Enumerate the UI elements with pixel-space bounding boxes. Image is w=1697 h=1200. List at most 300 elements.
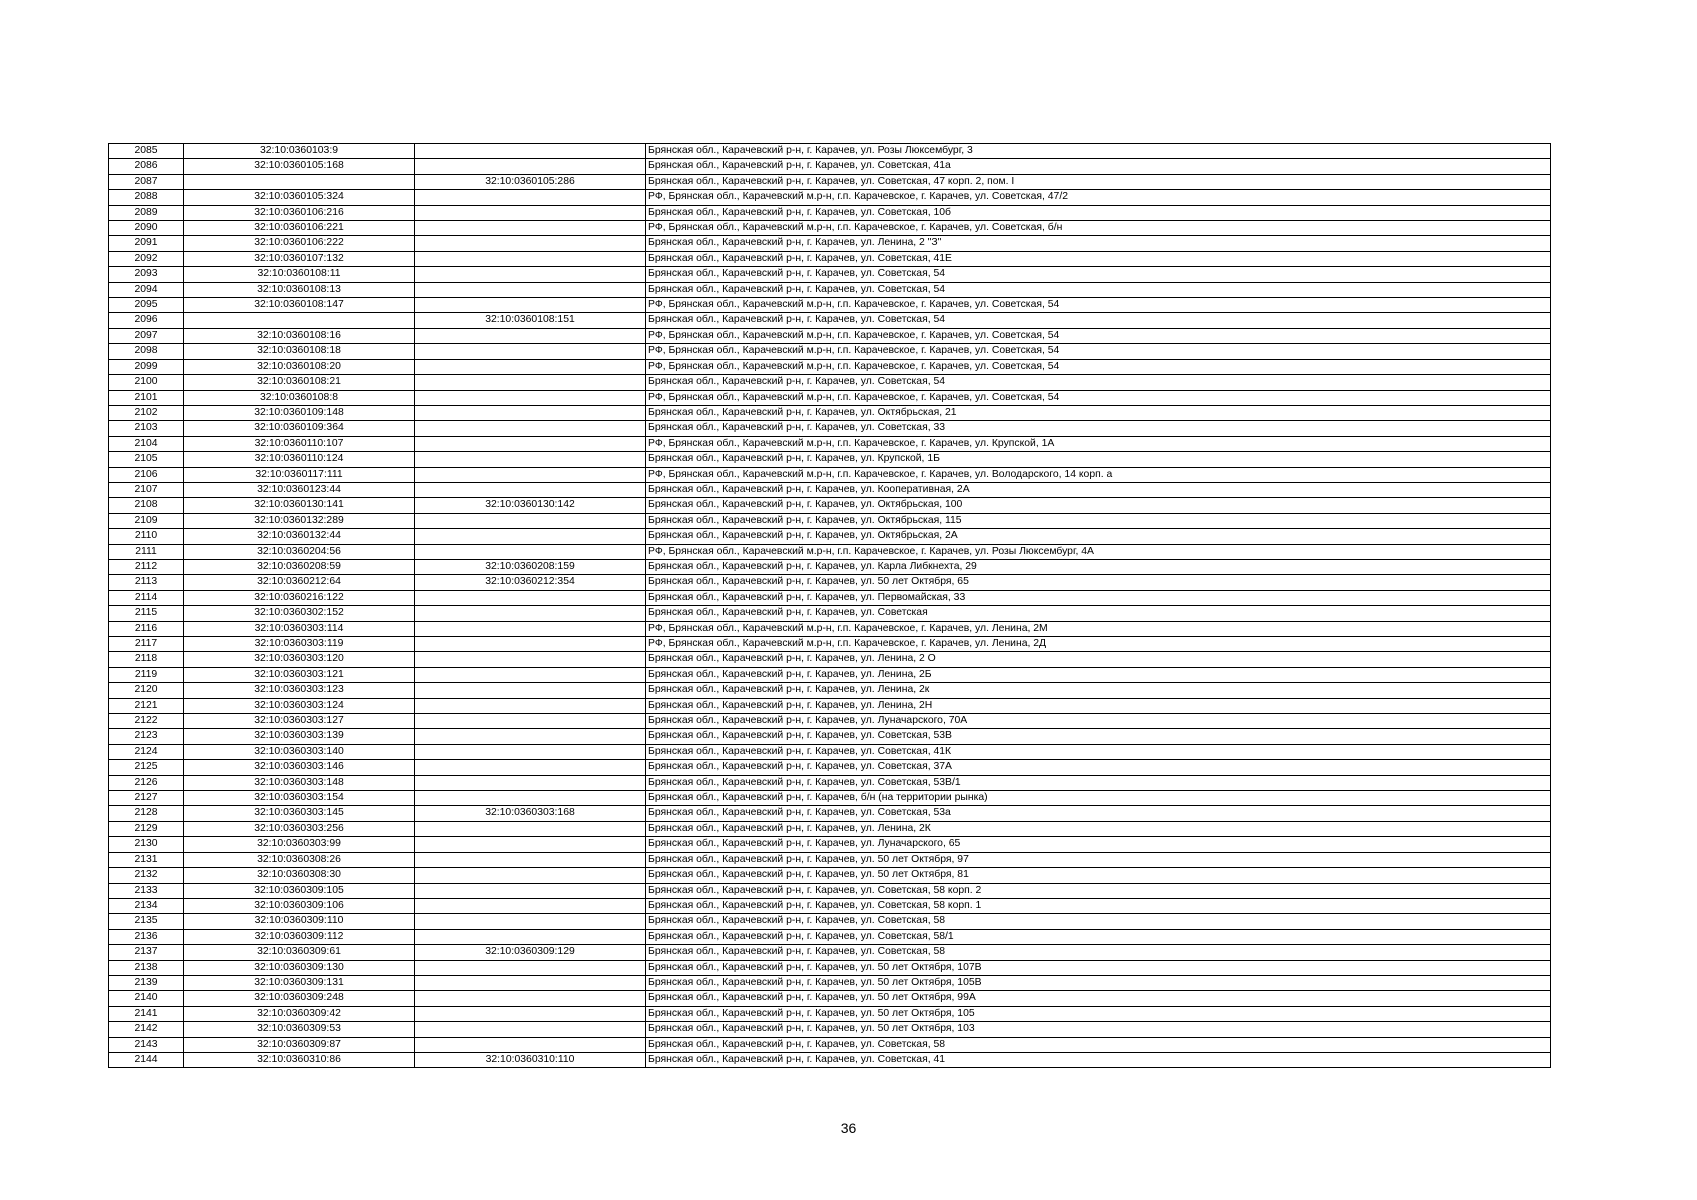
address-cell: Брянская обл., Карачевский р-н, г. Карачев, ул. Луначарского, 70А	[646, 714, 1551, 729]
page-number: 36	[840, 1120, 857, 1136]
cadastral-number-cell: 32:10:0360303:139	[184, 729, 415, 744]
address-cell: Брянская обл., Карачевский р-н, г. Карачев, ул. Ленина, 2к	[646, 683, 1551, 698]
address-cell: Брянская обл., Карачевский р-н, г. Карачев, ул. Октябрьская, 100	[646, 498, 1551, 513]
table-row	[109, 1037, 1551, 1052]
related-cadastral-number-cell: 32:10:0360309:129	[415, 945, 646, 960]
row-number-cell: 2118	[109, 652, 184, 667]
address-cell: Брянская обл., Карачевский р-н, г. Карачев, ул. Советская, 58	[646, 1037, 1551, 1052]
related-cadastral-number-cell	[415, 698, 646, 713]
address-cell: Брянская обл., Карачевский р-н, г. Карачев, ул. Ленина, 2 О	[646, 652, 1551, 667]
related-cadastral-number-cell	[415, 868, 646, 883]
cadastral-number-cell: 32:10:0360117:111	[184, 467, 415, 482]
related-cadastral-number-cell	[415, 775, 646, 790]
table-row	[109, 621, 1551, 636]
address-cell: Брянская обл., Карачевский р-н, г. Карачев, ул. Октябрьская, 2А	[646, 529, 1551, 544]
table-row	[109, 221, 1551, 236]
related-cadastral-number-cell: 32:10:0360212:354	[415, 575, 646, 590]
address-cell: Брянская обл., Карачевский р-н, г. Карачев, ул. Советская, 33	[646, 421, 1551, 436]
row-number-cell: 2099	[109, 359, 184, 374]
related-cadastral-number-cell	[415, 205, 646, 220]
row-number-cell: 2106	[109, 467, 184, 482]
table-row	[109, 698, 1551, 713]
address-cell: Брянская обл., Карачевский р-н, г. Карачев, ул. Советская, 54	[646, 267, 1551, 282]
row-number-cell: 2103	[109, 421, 184, 436]
row-number-cell: 2121	[109, 698, 184, 713]
cadastral-number-cell: 32:10:0360132:44	[184, 529, 415, 544]
row-number-cell: 2094	[109, 282, 184, 297]
related-cadastral-number-cell	[415, 190, 646, 205]
table-row	[109, 575, 1551, 590]
address-cell: Брянская обл., Карачевский р-н, г. Карачев, ул. Советская, 58	[646, 914, 1551, 929]
related-cadastral-number-cell	[415, 667, 646, 682]
related-cadastral-number-cell	[415, 914, 646, 929]
cadastral-number-cell: 32:10:0360303:114	[184, 621, 415, 636]
cadastral-number-cell: 32:10:0360303:140	[184, 744, 415, 759]
related-cadastral-number-cell	[415, 883, 646, 898]
cadastral-number-cell: 32:10:0360303:145	[184, 806, 415, 821]
table-row	[109, 590, 1551, 605]
address-cell: Брянская обл., Карачевский р-н, г. Карачев, ул. Советская, 41	[646, 1052, 1551, 1067]
address-cell: РФ, Брянская обл., Карачевский м.р-н, г.п. Карачевское, г. Карачев, ул. Советская, б/н	[646, 221, 1551, 236]
cadastral-number-cell: 32:10:0360109:148	[184, 405, 415, 420]
cadastral-number-cell: 32:10:0360212:64	[184, 575, 415, 590]
address-cell: Брянская обл., Карачевский р-н, г. Карачев, ул. 50 лет Октября, 65	[646, 575, 1551, 590]
cadastral-number-cell	[184, 174, 415, 189]
row-number-cell: 2127	[109, 791, 184, 806]
address-cell: Брянская обл., Карачевский р-н, г. Карачев, б/н (на территории рынка)	[646, 791, 1551, 806]
row-number-cell: 2119	[109, 667, 184, 682]
address-cell: Брянская обл., Карачевский р-н, г. Карачев, ул. Ленина, 2 "З"	[646, 236, 1551, 251]
row-number-cell: 2141	[109, 1006, 184, 1021]
row-number-cell: 2096	[109, 313, 184, 328]
address-cell: Брянская обл., Карачевский р-н, г. Карачев, ул. Советская, 47 корп. 2, пом. I	[646, 174, 1551, 189]
related-cadastral-number-cell	[415, 729, 646, 744]
table-row	[109, 498, 1551, 513]
related-cadastral-number-cell	[415, 1006, 646, 1021]
table-row	[109, 806, 1551, 821]
row-number-cell: 2142	[109, 1022, 184, 1037]
address-cell: РФ, Брянская обл., Карачевский м.р-н, г.п. Карачевское, г. Карачев, ул. Розы Люксембург, 4А	[646, 544, 1551, 559]
row-number-cell: 2085	[109, 144, 184, 159]
table-row	[109, 251, 1551, 266]
cadastral-number-cell: 32:10:0360107:132	[184, 251, 415, 266]
cadastral-number-cell: 32:10:0360309:105	[184, 883, 415, 898]
address-cell: Брянская обл., Карачевский р-н, г. Карачев, ул. 50 лет Октября, 107В	[646, 960, 1551, 975]
address-cell: Брянская обл., Карачевский р-н, г. Карачев, ул. 50 лет Октября, 81	[646, 868, 1551, 883]
cadastral-number-cell: 32:10:0360303:123	[184, 683, 415, 698]
table-row	[109, 1052, 1551, 1067]
cadastral-number-cell: 32:10:0360303:119	[184, 637, 415, 652]
cadastral-number-cell: 32:10:0360105:168	[184, 159, 415, 174]
related-cadastral-number-cell	[415, 251, 646, 266]
row-number-cell: 2123	[109, 729, 184, 744]
row-number-cell: 2110	[109, 529, 184, 544]
address-cell: Брянская обл., Карачевский р-н, г. Карачев, ул. 50 лет Октября, 97	[646, 852, 1551, 867]
row-number-cell: 2089	[109, 205, 184, 220]
cadastral-number-cell: 32:10:0360303:154	[184, 791, 415, 806]
cadastral-number-cell: 32:10:0360309:61	[184, 945, 415, 960]
address-cell: Брянская обл., Карачевский р-н, г. Карачев, ул. 50 лет Октября, 105	[646, 1006, 1551, 1021]
address-cell: РФ, Брянская обл., Карачевский м.р-н, г.п. Карачевское, г. Карачев, ул. Советская, 54	[646, 359, 1551, 374]
address-cell: Брянская обл., Карачевский р-н, г. Карачев, ул. Ленина, 2Н	[646, 698, 1551, 713]
address-cell: Брянская обл., Карачевский р-н, г. Карачев, ул. Октябрьская, 115	[646, 513, 1551, 528]
related-cadastral-number-cell	[415, 144, 646, 159]
cadastral-number-cell: 32:10:0360310:86	[184, 1052, 415, 1067]
cadastral-number-cell: 32:10:0360309:53	[184, 1022, 415, 1037]
table-row	[109, 760, 1551, 775]
related-cadastral-number-cell	[415, 159, 646, 174]
row-number-cell: 2124	[109, 744, 184, 759]
related-cadastral-number-cell	[415, 267, 646, 282]
related-cadastral-number-cell: 32:10:0360208:159	[415, 559, 646, 574]
row-number-cell: 2126	[109, 775, 184, 790]
address-cell: Брянская обл., Карачевский р-н, г. Карачев, ул. Советская, 58	[646, 945, 1551, 960]
table-row	[109, 898, 1551, 913]
related-cadastral-number-cell	[415, 405, 646, 420]
address-cell: Брянская обл., Карачевский р-н, г. Карачев, ул. Советская, 53В/1	[646, 775, 1551, 790]
table-row	[109, 683, 1551, 698]
row-number-cell: 2116	[109, 621, 184, 636]
address-cell: РФ, Брянская обл., Карачевский м.р-н, г.п. Карачевское, г. Карачев, ул. Советская, 54	[646, 390, 1551, 405]
cadastral-number-cell: 32:10:0360110:107	[184, 436, 415, 451]
address-cell: Брянская обл., Карачевский р-н, г. Карачев, ул. Советская, 53а	[646, 806, 1551, 821]
address-cell: Брянская обл., Карачевский р-н, г. Карачев, ул. 50 лет Октября, 99А	[646, 991, 1551, 1006]
table-row	[109, 359, 1551, 374]
related-cadastral-number-cell	[415, 436, 646, 451]
cadastral-number-cell: 32:10:0360108:16	[184, 328, 415, 343]
row-number-cell: 2102	[109, 405, 184, 420]
table-row	[109, 1006, 1551, 1021]
address-cell: Брянская обл., Карачевский р-н, г. Карачев, ул. Советская, 41а	[646, 159, 1551, 174]
address-cell: Брянская обл., Карачевский р-н, г. Карачев, ул. Луначарского, 65	[646, 837, 1551, 852]
row-number-cell: 2131	[109, 852, 184, 867]
row-number-cell: 2091	[109, 236, 184, 251]
row-number-cell: 2113	[109, 575, 184, 590]
row-number-cell: 2130	[109, 837, 184, 852]
table-row	[109, 544, 1551, 559]
row-number-cell: 2095	[109, 298, 184, 313]
related-cadastral-number-cell	[415, 852, 646, 867]
table-row	[109, 606, 1551, 621]
table-row	[109, 837, 1551, 852]
related-cadastral-number-cell	[415, 621, 646, 636]
cadastral-number-cell: 32:10:0360309:87	[184, 1037, 415, 1052]
row-number-cell: 2090	[109, 221, 184, 236]
related-cadastral-number-cell	[415, 960, 646, 975]
address-cell: РФ, Брянская обл., Карачевский м.р-н, г.п. Карачевское, г. Карачев, ул. Ленина, 2М	[646, 621, 1551, 636]
table-row	[109, 914, 1551, 929]
table-row	[109, 313, 1551, 328]
cadastral-number-cell: 32:10:0360309:106	[184, 898, 415, 913]
address-cell: РФ, Брянская обл., Карачевский м.р-н, г.п. Карачевское, г. Карачев, ул. Володарского, 14 корп. а	[646, 467, 1551, 482]
cadastral-number-cell: 32:10:0360110:124	[184, 452, 415, 467]
address-cell: Брянская обл., Карачевский р-н, г. Карачев, ул. Советская, 58/1	[646, 929, 1551, 944]
row-number-cell: 2111	[109, 544, 184, 559]
cadastral-number-cell	[184, 313, 415, 328]
address-cell: Брянская обл., Карачевский р-н, г. Карачев, ул. Первомайская, 33	[646, 590, 1551, 605]
table-row	[109, 267, 1551, 282]
related-cadastral-number-cell	[415, 375, 646, 390]
related-cadastral-number-cell	[415, 482, 646, 497]
cadastral-number-cell: 32:10:0360303:121	[184, 667, 415, 682]
related-cadastral-number-cell: 32:10:0360310:110	[415, 1052, 646, 1067]
related-cadastral-number-cell: 32:10:0360130:142	[415, 498, 646, 513]
table-row	[109, 390, 1551, 405]
address-cell: Брянская обл., Карачевский р-н, г. Карачев, ул. Советская, 54	[646, 375, 1551, 390]
cadastral-number-cell: 32:10:0360309:248	[184, 991, 415, 1006]
row-number-cell: 2128	[109, 806, 184, 821]
table-row	[109, 945, 1551, 960]
table-row	[109, 344, 1551, 359]
related-cadastral-number-cell: 32:10:0360105:286	[415, 174, 646, 189]
row-number-cell: 2143	[109, 1037, 184, 1052]
cadastral-number-cell: 32:10:0360105:324	[184, 190, 415, 205]
table-row	[109, 929, 1551, 944]
row-number-cell: 2101	[109, 390, 184, 405]
table-row	[109, 883, 1551, 898]
row-number-cell: 2139	[109, 975, 184, 990]
related-cadastral-number-cell	[415, 236, 646, 251]
row-number-cell: 2112	[109, 559, 184, 574]
table-row	[109, 868, 1551, 883]
row-number-cell: 2140	[109, 991, 184, 1006]
related-cadastral-number-cell: 32:10:0360108:151	[415, 313, 646, 328]
table-row	[109, 190, 1551, 205]
related-cadastral-number-cell: 32:10:0360303:168	[415, 806, 646, 821]
table-row	[109, 729, 1551, 744]
cadastral-number-cell: 32:10:0360303:120	[184, 652, 415, 667]
address-cell: Брянская обл., Карачевский р-н, г. Карачев, ул. Кооперативная, 2А	[646, 482, 1551, 497]
table-row	[109, 421, 1551, 436]
cadastral-number-cell: 32:10:0360303:127	[184, 714, 415, 729]
row-number-cell: 2132	[109, 868, 184, 883]
related-cadastral-number-cell	[415, 359, 646, 374]
address-cell: Брянская обл., Карачевский р-н, г. Карачев, ул. Ленина, 2Б	[646, 667, 1551, 682]
cadastral-number-cell: 32:10:0360216:122	[184, 590, 415, 605]
cadastral-number-cell: 32:10:0360309:130	[184, 960, 415, 975]
table-row	[109, 144, 1551, 159]
row-number-cell: 2104	[109, 436, 184, 451]
cadastral-number-cell: 32:10:0360303:146	[184, 760, 415, 775]
table-row	[109, 791, 1551, 806]
related-cadastral-number-cell	[415, 744, 646, 759]
row-number-cell: 2122	[109, 714, 184, 729]
address-cell: Брянская обл., Карачевский р-н, г. Карачев, ул. 50 лет Октября, 103	[646, 1022, 1551, 1037]
address-cell: Брянская обл., Карачевский р-н, г. Карачев, ул. Советская, 54	[646, 313, 1551, 328]
cadastral-number-cell: 32:10:0360303:256	[184, 821, 415, 836]
row-number-cell: 2093	[109, 267, 184, 282]
table-row	[109, 960, 1551, 975]
table-row	[109, 975, 1551, 990]
row-number-cell: 2109	[109, 513, 184, 528]
cadastral-number-cell: 32:10:0360108:8	[184, 390, 415, 405]
registry-table-body	[109, 144, 1551, 1068]
address-cell: Брянская обл., Карачевский р-н, г. Карачев, ул. Советская	[646, 606, 1551, 621]
table-row	[109, 328, 1551, 343]
address-cell: Брянская обл., Карачевский р-н, г. Карачев, ул. Октябрьская, 21	[646, 405, 1551, 420]
table-row	[109, 282, 1551, 297]
table-row	[109, 559, 1551, 574]
table-row	[109, 174, 1551, 189]
address-cell: Брянская обл., Карачевский р-н, г. Карачев, ул. Советская, 58 корп. 1	[646, 898, 1551, 913]
cadastral-number-cell: 32:10:0360309:112	[184, 929, 415, 944]
address-cell: РФ, Брянская обл., Карачевский м.р-н, г.п. Карачевское, г. Карачев, ул. Советская, 47/2	[646, 190, 1551, 205]
table-row	[109, 159, 1551, 174]
cadastral-number-cell: 32:10:0360208:59	[184, 559, 415, 574]
related-cadastral-number-cell	[415, 837, 646, 852]
row-number-cell: 2134	[109, 898, 184, 913]
cadastral-number-cell: 32:10:0360308:30	[184, 868, 415, 883]
table-row	[109, 821, 1551, 836]
cadastral-number-cell: 32:10:0360108:11	[184, 267, 415, 282]
address-cell: РФ, Брянская обл., Карачевский м.р-н, г.п. Карачевское, г. Карачев, ул. Советская, 54	[646, 298, 1551, 313]
row-number-cell: 2129	[109, 821, 184, 836]
related-cadastral-number-cell	[415, 221, 646, 236]
address-cell: Брянская обл., Карачевский р-н, г. Карачев, ул. Советская, 54	[646, 282, 1551, 297]
related-cadastral-number-cell	[415, 298, 646, 313]
row-number-cell: 2098	[109, 344, 184, 359]
cadastral-number-cell: 32:10:0360302:152	[184, 606, 415, 621]
address-cell: Брянская обл., Карачевский р-н, г. Карачев, ул. 50 лет Октября, 105В	[646, 975, 1551, 990]
related-cadastral-number-cell	[415, 637, 646, 652]
table-row	[109, 452, 1551, 467]
row-number-cell: 2135	[109, 914, 184, 929]
table-row	[109, 652, 1551, 667]
row-number-cell: 2115	[109, 606, 184, 621]
related-cadastral-number-cell	[415, 452, 646, 467]
cadastral-number-cell: 32:10:0360309:110	[184, 914, 415, 929]
related-cadastral-number-cell	[415, 714, 646, 729]
row-number-cell: 2138	[109, 960, 184, 975]
row-number-cell: 2117	[109, 637, 184, 652]
address-cell: Брянская обл., Карачевский р-н, г. Карачев, ул. Советская, 41К	[646, 744, 1551, 759]
cadastral-number-cell: 32:10:0360132:289	[184, 513, 415, 528]
row-number-cell: 2107	[109, 482, 184, 497]
cadastral-number-cell: 32:10:0360108:13	[184, 282, 415, 297]
related-cadastral-number-cell	[415, 991, 646, 1006]
table-row	[109, 852, 1551, 867]
related-cadastral-number-cell	[415, 1022, 646, 1037]
address-cell: Брянская обл., Карачевский р-н, г. Карачев, ул. Советская, 53В	[646, 729, 1551, 744]
row-number-cell: 2100	[109, 375, 184, 390]
address-cell: Брянская обл., Карачевский р-н, г. Карачев, ул. Советская, 37А	[646, 760, 1551, 775]
related-cadastral-number-cell	[415, 544, 646, 559]
row-number-cell: 2137	[109, 945, 184, 960]
row-number-cell: 2125	[109, 760, 184, 775]
address-cell: Брянская обл., Карачевский р-н, г. Карачев, ул. Советская, 58 корп. 2	[646, 883, 1551, 898]
cadastral-number-cell: 32:10:0360103:9	[184, 144, 415, 159]
table-row	[109, 775, 1551, 790]
cadastral-number-cell: 32:10:0360106:221	[184, 221, 415, 236]
cadastral-number-cell: 32:10:0360106:216	[184, 205, 415, 220]
address-cell: Брянская обл., Карачевский р-н, г. Карачев, ул. Розы Люксембург, 3	[646, 144, 1551, 159]
cadastral-number-cell: 32:10:0360123:44	[184, 482, 415, 497]
related-cadastral-number-cell	[415, 821, 646, 836]
cadastral-number-cell: 32:10:0360303:124	[184, 698, 415, 713]
address-cell: РФ, Брянская обл., Карачевский м.р-н, г.п. Карачевское, г. Карачев, ул. Советская, 54	[646, 344, 1551, 359]
related-cadastral-number-cell	[415, 683, 646, 698]
table-row	[109, 991, 1551, 1006]
cadastral-number-cell: 32:10:0360130:141	[184, 498, 415, 513]
table-row	[109, 529, 1551, 544]
row-number-cell: 2114	[109, 590, 184, 605]
related-cadastral-number-cell	[415, 898, 646, 913]
registry-table	[108, 143, 1551, 1068]
table-row	[109, 714, 1551, 729]
row-number-cell: 2144	[109, 1052, 184, 1067]
address-cell: РФ, Брянская обл., Карачевский м.р-н, г.п. Карачевское, г. Карачев, ул. Советская, 54	[646, 328, 1551, 343]
table-row	[109, 482, 1551, 497]
cadastral-number-cell: 32:10:0360108:18	[184, 344, 415, 359]
related-cadastral-number-cell	[415, 344, 646, 359]
related-cadastral-number-cell	[415, 1037, 646, 1052]
row-number-cell: 2136	[109, 929, 184, 944]
address-cell: Брянская обл., Карачевский р-н, г. Карачев, ул. Крупской, 1Б	[646, 452, 1551, 467]
row-number-cell: 2108	[109, 498, 184, 513]
table-row	[109, 205, 1551, 220]
related-cadastral-number-cell	[415, 328, 646, 343]
related-cadastral-number-cell	[415, 975, 646, 990]
row-number-cell: 2097	[109, 328, 184, 343]
related-cadastral-number-cell	[415, 760, 646, 775]
row-number-cell: 2087	[109, 174, 184, 189]
related-cadastral-number-cell	[415, 929, 646, 944]
address-cell: РФ, Брянская обл., Карачевский м.р-н, г.п. Карачевское, г. Карачев, ул. Крупской, 1А	[646, 436, 1551, 451]
related-cadastral-number-cell	[415, 421, 646, 436]
cadastral-number-cell: 32:10:0360109:364	[184, 421, 415, 436]
cadastral-number-cell: 32:10:0360303:148	[184, 775, 415, 790]
table-row	[109, 467, 1551, 482]
table-row	[109, 513, 1551, 528]
table-row	[109, 1022, 1551, 1037]
row-number-cell: 2133	[109, 883, 184, 898]
cadastral-number-cell: 32:10:0360204:56	[184, 544, 415, 559]
table-row	[109, 298, 1551, 313]
address-cell: РФ, Брянская обл., Карачевский м.р-н, г.п. Карачевское, г. Карачев, ул. Ленина, 2Д	[646, 637, 1551, 652]
cadastral-number-cell: 32:10:0360309:131	[184, 975, 415, 990]
table-row	[109, 375, 1551, 390]
address-cell: Брянская обл., Карачевский р-н, г. Карачев, ул. Советская, 10б	[646, 205, 1551, 220]
related-cadastral-number-cell	[415, 282, 646, 297]
cadastral-number-cell: 32:10:0360106:222	[184, 236, 415, 251]
related-cadastral-number-cell	[415, 606, 646, 621]
table-row	[109, 236, 1551, 251]
related-cadastral-number-cell	[415, 513, 646, 528]
table-row	[109, 436, 1551, 451]
table-row	[109, 667, 1551, 682]
cadastral-number-cell: 32:10:0360308:26	[184, 852, 415, 867]
row-number-cell: 2086	[109, 159, 184, 174]
related-cadastral-number-cell	[415, 529, 646, 544]
address-cell: Брянская обл., Карачевский р-н, г. Карачев, ул. Ленина, 2К	[646, 821, 1551, 836]
address-cell: Брянская обл., Карачевский р-н, г. Карачев, ул. Карла Либкнехта, 29	[646, 559, 1551, 574]
cadastral-number-cell: 32:10:0360309:42	[184, 1006, 415, 1021]
cadastral-number-cell: 32:10:0360108:147	[184, 298, 415, 313]
table-row	[109, 405, 1551, 420]
related-cadastral-number-cell	[415, 652, 646, 667]
row-number-cell: 2088	[109, 190, 184, 205]
row-number-cell: 2120	[109, 683, 184, 698]
cadastral-number-cell: 32:10:0360303:99	[184, 837, 415, 852]
related-cadastral-number-cell	[415, 791, 646, 806]
table-row	[109, 744, 1551, 759]
cadastral-number-cell: 32:10:0360108:21	[184, 375, 415, 390]
row-number-cell: 2092	[109, 251, 184, 266]
table-row	[109, 637, 1551, 652]
row-number-cell: 2105	[109, 452, 184, 467]
address-cell: Брянская обл., Карачевский р-н, г. Карачев, ул. Советская, 41Е	[646, 251, 1551, 266]
related-cadastral-number-cell	[415, 590, 646, 605]
